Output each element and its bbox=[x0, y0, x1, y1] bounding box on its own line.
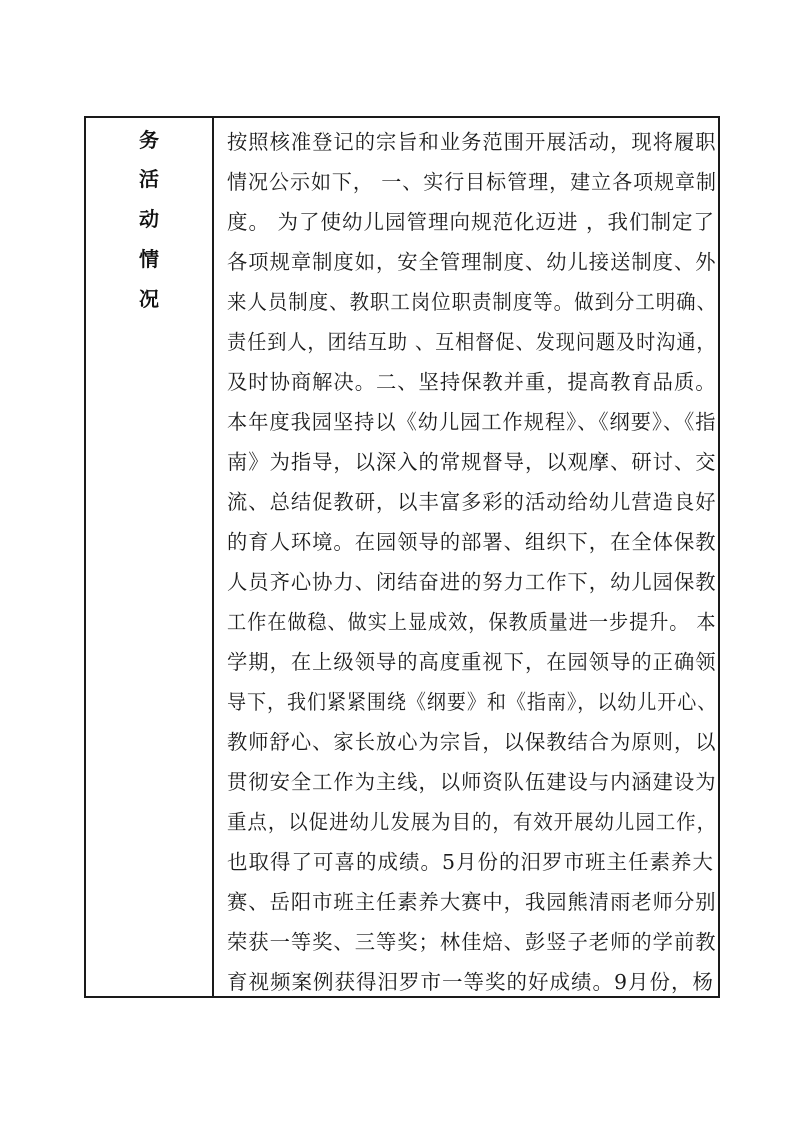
text-line: 也取得了可喜的成绩。5月份的汨罗市班主任素养大 bbox=[227, 850, 715, 874]
text-line: 南》为指导，以深入的常规督导，以观摩、研讨、交 bbox=[227, 450, 717, 474]
row-label-char: 活 bbox=[139, 167, 159, 191]
text-line: 工作在做稳、做实上显成效，保教质量进一步提升。 本 bbox=[227, 610, 717, 634]
text-line: 人员齐心协力、闭结奋进的努力工作下，幼儿园保教 bbox=[227, 570, 717, 594]
row-label-char: 动 bbox=[139, 207, 159, 231]
text-line: 赛、岳阳市班主任素养大赛中，我园熊清雨老师分别 bbox=[227, 890, 717, 914]
text-line: 学期，在上级领导的高度重视下，在园领导的正确领 bbox=[227, 650, 717, 674]
text-line: 育视频案例获得汨罗市一等奖的好成绩。9月份，杨 bbox=[227, 970, 715, 994]
text-line: 责任到人，团结互助 、互相督促、发现问题及时沟通， bbox=[227, 330, 717, 354]
text-line: 教师舒心、家长放心为宗旨，以保教结合为原则，以 bbox=[227, 730, 717, 754]
row-label-char: 情 bbox=[139, 247, 159, 271]
text-line: 贯彻安全工作为主线，以师资队伍建设与内涵建设为 bbox=[227, 770, 717, 794]
column-divider bbox=[212, 116, 214, 998]
text-line: 各项规章制度如，安全管理制度、幼儿接送制度、外 bbox=[227, 250, 717, 274]
text-line: 荣获一等奖、三等奖；林佳焙、彭竖子老师的学前教 bbox=[227, 930, 717, 954]
text-line: 的育人环境。在园领导的部署、组织下，在全体保教 bbox=[227, 530, 717, 554]
text-line: 情况公示如下， 一、实行目标管理，建立各项规章制 bbox=[227, 170, 717, 194]
text-line: 及时协商解决。二、坚持保教并重，提高教育品质。 bbox=[227, 370, 717, 394]
row-label-char: 况 bbox=[139, 287, 159, 311]
row-label-char: 务 bbox=[139, 128, 159, 152]
content-cell bbox=[227, 124, 717, 996]
text-line: 按照核准登记的宗旨和业务范围开展活动，现将履职 bbox=[227, 130, 717, 154]
text-line: 本年度我园坚持以《幼儿园工作规程》、《纲要》、《指 bbox=[227, 410, 717, 434]
text-line: 重点，以促进幼儿发展为目的，有效开展幼儿园工作， bbox=[227, 810, 717, 834]
text-line: 导下，我们紧紧围绕《纲要》和《指南》，以幼儿开心、 bbox=[227, 690, 717, 714]
text-line: 流、总结促教研，以丰富多彩的活动给幼儿营造良好 bbox=[227, 490, 717, 514]
text-line: 来人员制度、教职工岗位职责制度等。做到分工明确、 bbox=[227, 290, 717, 314]
text-line: 度。 为了使幼儿园管理向规范化迈进 ，我们制定了 bbox=[227, 210, 716, 234]
